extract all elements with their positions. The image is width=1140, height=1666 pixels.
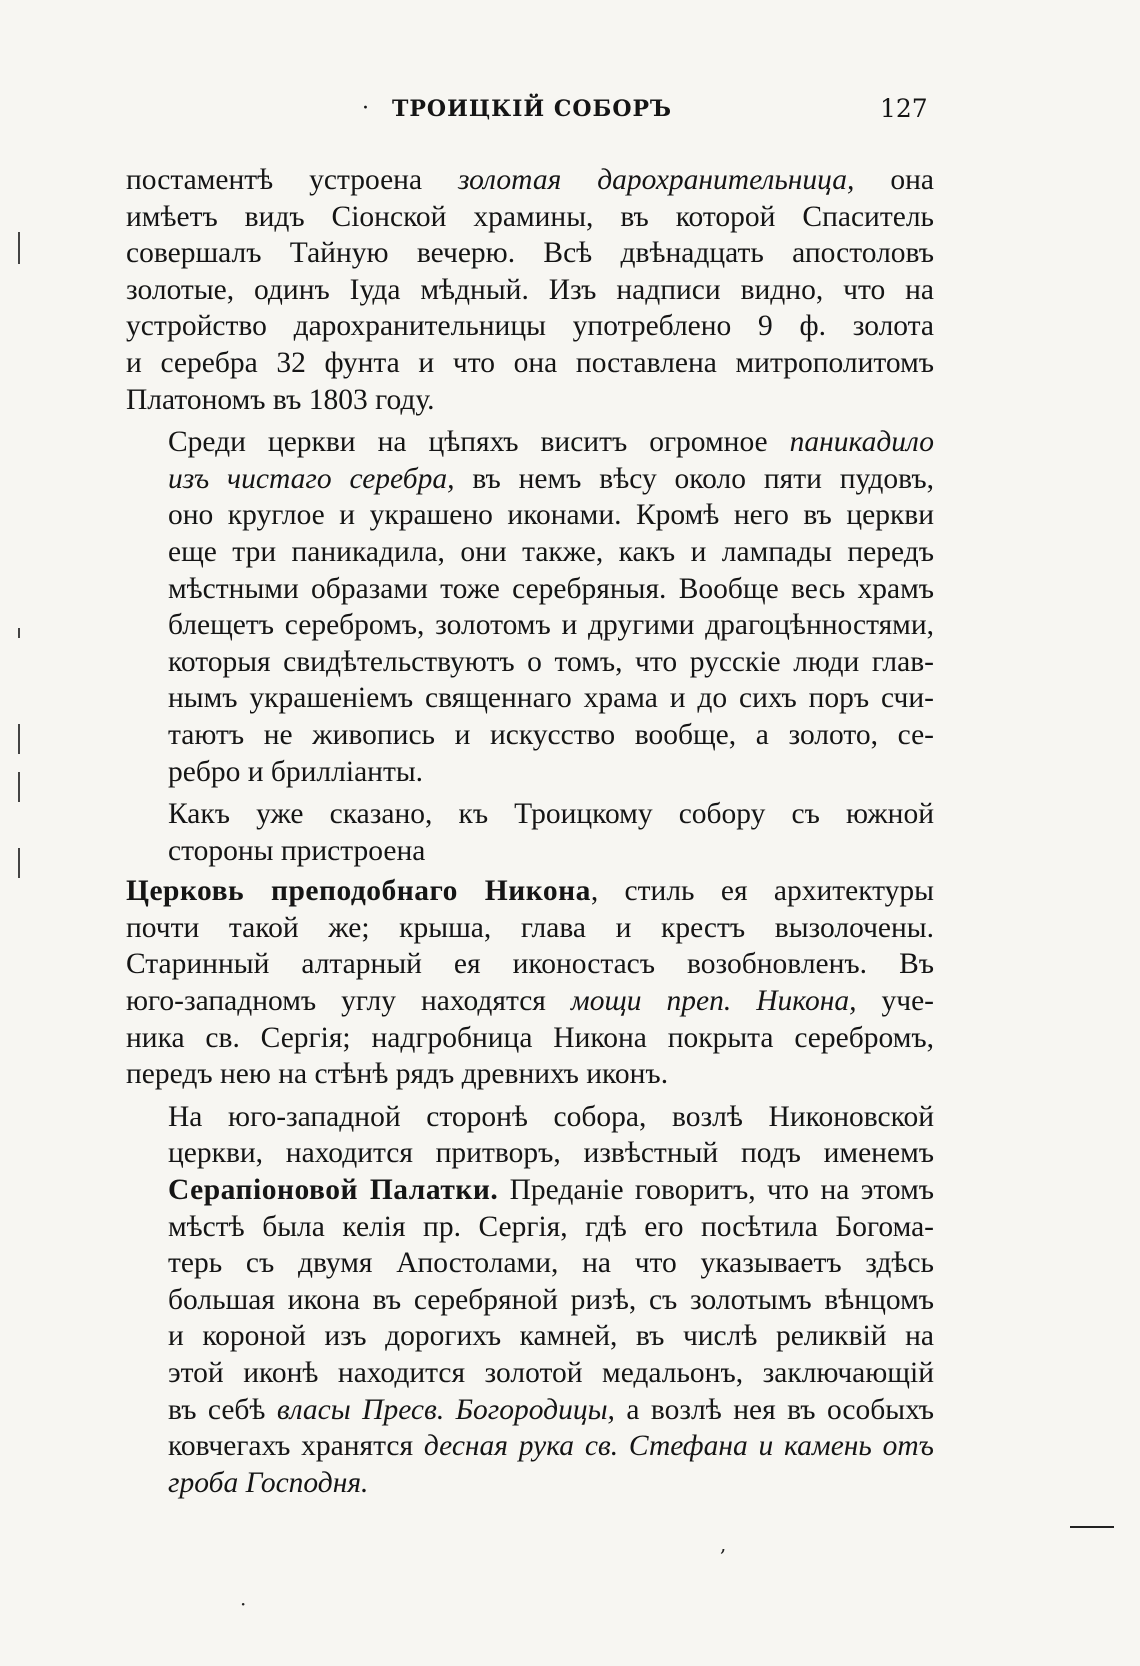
text-line [126, 1245, 934, 1282]
text-line [126, 424, 934, 461]
text-line [126, 199, 934, 236]
text-line [126, 382, 934, 419]
text-line [126, 717, 934, 754]
bold-heading-run: Серапіоновой Палатки. [168, 1174, 499, 1207]
text-line [126, 1020, 934, 1057]
text-run: таютъ не живопись и искусство вообще, а золото, се- [168, 718, 934, 751]
text-line [126, 607, 934, 644]
text-run: На юго-западной сторонѣ собора, возлѣ Никоновской [168, 1100, 934, 1133]
text-line [126, 644, 934, 681]
text-run: и серебра 32 фунта и что она поставлена митрополитомъ [126, 346, 934, 379]
text-run: мѣстными образами тоже серебряныя. Вообще весь храмъ [168, 572, 934, 605]
text-line [126, 1209, 934, 1246]
text-run: Старинный алтарный ея иконостасъ возобновленъ. Въ [126, 948, 934, 981]
margin-mark [18, 848, 20, 878]
text-line [126, 1318, 934, 1355]
text-run: ника св. Сергія; надгробница Никона покрыта серебромъ, [126, 1021, 934, 1054]
italic-run: власы Пресв. Богородицы, [276, 1393, 615, 1426]
text-run: Среди церкви на цѣпяхъ виситъ огромное [168, 426, 790, 459]
text-line [126, 910, 934, 947]
text-run: ребро и брилліанты. [168, 755, 424, 788]
text-run: терь съ двумя Апостолами, на что указываетъ здѣсь [168, 1247, 934, 1280]
text-line [126, 1355, 934, 1392]
text-run: которыя свидѣтельствуютъ о томъ, что русскіе люди глав- [168, 645, 934, 678]
margin-mark [18, 772, 20, 802]
paragraph [126, 796, 934, 869]
text-run: этой иконѣ находится золотой медальонъ, заключающій [168, 1357, 934, 1389]
text-run: имѣетъ видъ Сіонской храмины, въ которой Спаситель [126, 200, 934, 233]
page-number: 127 [880, 94, 928, 123]
body-text [126, 162, 934, 1507]
margin-mark [18, 232, 20, 264]
text-line [126, 1135, 934, 1172]
text-run: еще три паникадила, они также, какъ и лампады передъ [168, 535, 934, 568]
text-run: устройство дарохранительницы употреблено 9 ф. золота [126, 310, 934, 343]
italic-run: гроба Господня. [168, 1466, 369, 1499]
text-line [126, 833, 934, 870]
text-run: нымъ украшеніемъ священнаго храма и до сихъ поръ счи- [168, 682, 934, 715]
italic-run: паникадило [789, 426, 934, 459]
text-run: Преданіе говоритъ, что на этомъ [498, 1174, 934, 1207]
text-run: и короной изъ дорогихъ камней, въ числѣ реликвій на [168, 1320, 934, 1353]
stray-dot-mark: · [362, 96, 369, 121]
text-run: совершалъ Тайную вечерю. Всѣ двѣнадцать апостоловъ [126, 237, 934, 270]
text-line [126, 534, 934, 571]
text-run: передъ нею на стѣнѣ рядъ древнихъ иконъ. [126, 1058, 669, 1091]
text-line [126, 162, 934, 199]
text-run: уче- [856, 985, 934, 1018]
text-run: оно круглое и украшено иконами. Кромѣ него въ церкви [168, 499, 934, 532]
text-line [126, 308, 934, 345]
text-run: стороны пристроена [168, 834, 426, 867]
text-line [126, 1282, 934, 1319]
text-line [126, 1392, 934, 1429]
stray-mark: · [240, 1592, 247, 1616]
text-run: въ себѣ [168, 1393, 277, 1426]
running-title: ТРОИЦКІЙ СОБОРЪ [392, 96, 673, 122]
text-line [126, 873, 934, 910]
text-run: она [854, 164, 934, 196]
text-line [126, 345, 934, 382]
text-line [126, 272, 934, 309]
text-run: юго-западномъ углу находятся [126, 985, 571, 1018]
stray-mark: , [720, 1532, 727, 1556]
text-line [126, 680, 934, 717]
text-line [126, 497, 934, 534]
text-run: Платономъ въ 1803 году. [126, 383, 435, 416]
text-run: церкви, находится притворъ, извѣстный подъ именемъ [168, 1137, 934, 1170]
text-run: , стиль ея архитектуры [590, 875, 934, 908]
italic-run: изъ чистаго серебра, [168, 462, 455, 495]
italic-run: мощи преп. Никона, [570, 985, 857, 1018]
text-run: почти такой же; крыша, глава и крестъ вызолочены. [126, 911, 934, 944]
italic-run: десная рука св. Стефана и камень отъ [423, 1430, 934, 1463]
text-run: блещетъ серебромъ, золотомъ и другими драгоцѣнностями, [168, 609, 934, 642]
text-line [126, 983, 934, 1020]
italic-run: золотая дарохранительница, [458, 164, 855, 196]
edge-dash [1070, 1526, 1114, 1528]
margin-mark [18, 724, 20, 754]
text-line [126, 1465, 934, 1502]
text-run: постаментѣ устроена [126, 164, 459, 196]
text-line [126, 461, 934, 498]
text-line [126, 235, 934, 272]
text-run: Какъ уже сказано, къ Троицкому собору съ южной [168, 798, 934, 831]
paragraph [126, 162, 934, 418]
text-run: а возлѣ нея въ особыхъ [614, 1393, 934, 1426]
text-run: большая икона въ серебряной ризѣ, съ золотымъ вѣнцомъ [168, 1283, 934, 1316]
text-line [126, 1172, 934, 1209]
text-line [126, 754, 934, 791]
text-run: въ немъ вѣсу около пяти пудовъ, [454, 462, 934, 495]
text-line [126, 1428, 934, 1465]
text-run: золотые, одинъ Іуда мѣдный. Изъ надписи видно, что на [126, 273, 934, 306]
paragraph [126, 1099, 934, 1502]
text-line [126, 796, 934, 833]
margin-mark [18, 628, 20, 638]
text-line [126, 1099, 934, 1136]
text-run: ковчегахъ хранятся [168, 1430, 424, 1463]
text-line [126, 571, 934, 608]
paragraph [126, 873, 934, 1093]
paragraph [126, 424, 934, 790]
text-line [126, 946, 934, 983]
bold-heading-run: Церковь преподобнаго Никона [126, 875, 591, 908]
text-run: мѣстѣ была келія пр. Сергія, гдѣ его посѣтила Богома- [168, 1210, 934, 1243]
text-line [126, 1056, 934, 1093]
